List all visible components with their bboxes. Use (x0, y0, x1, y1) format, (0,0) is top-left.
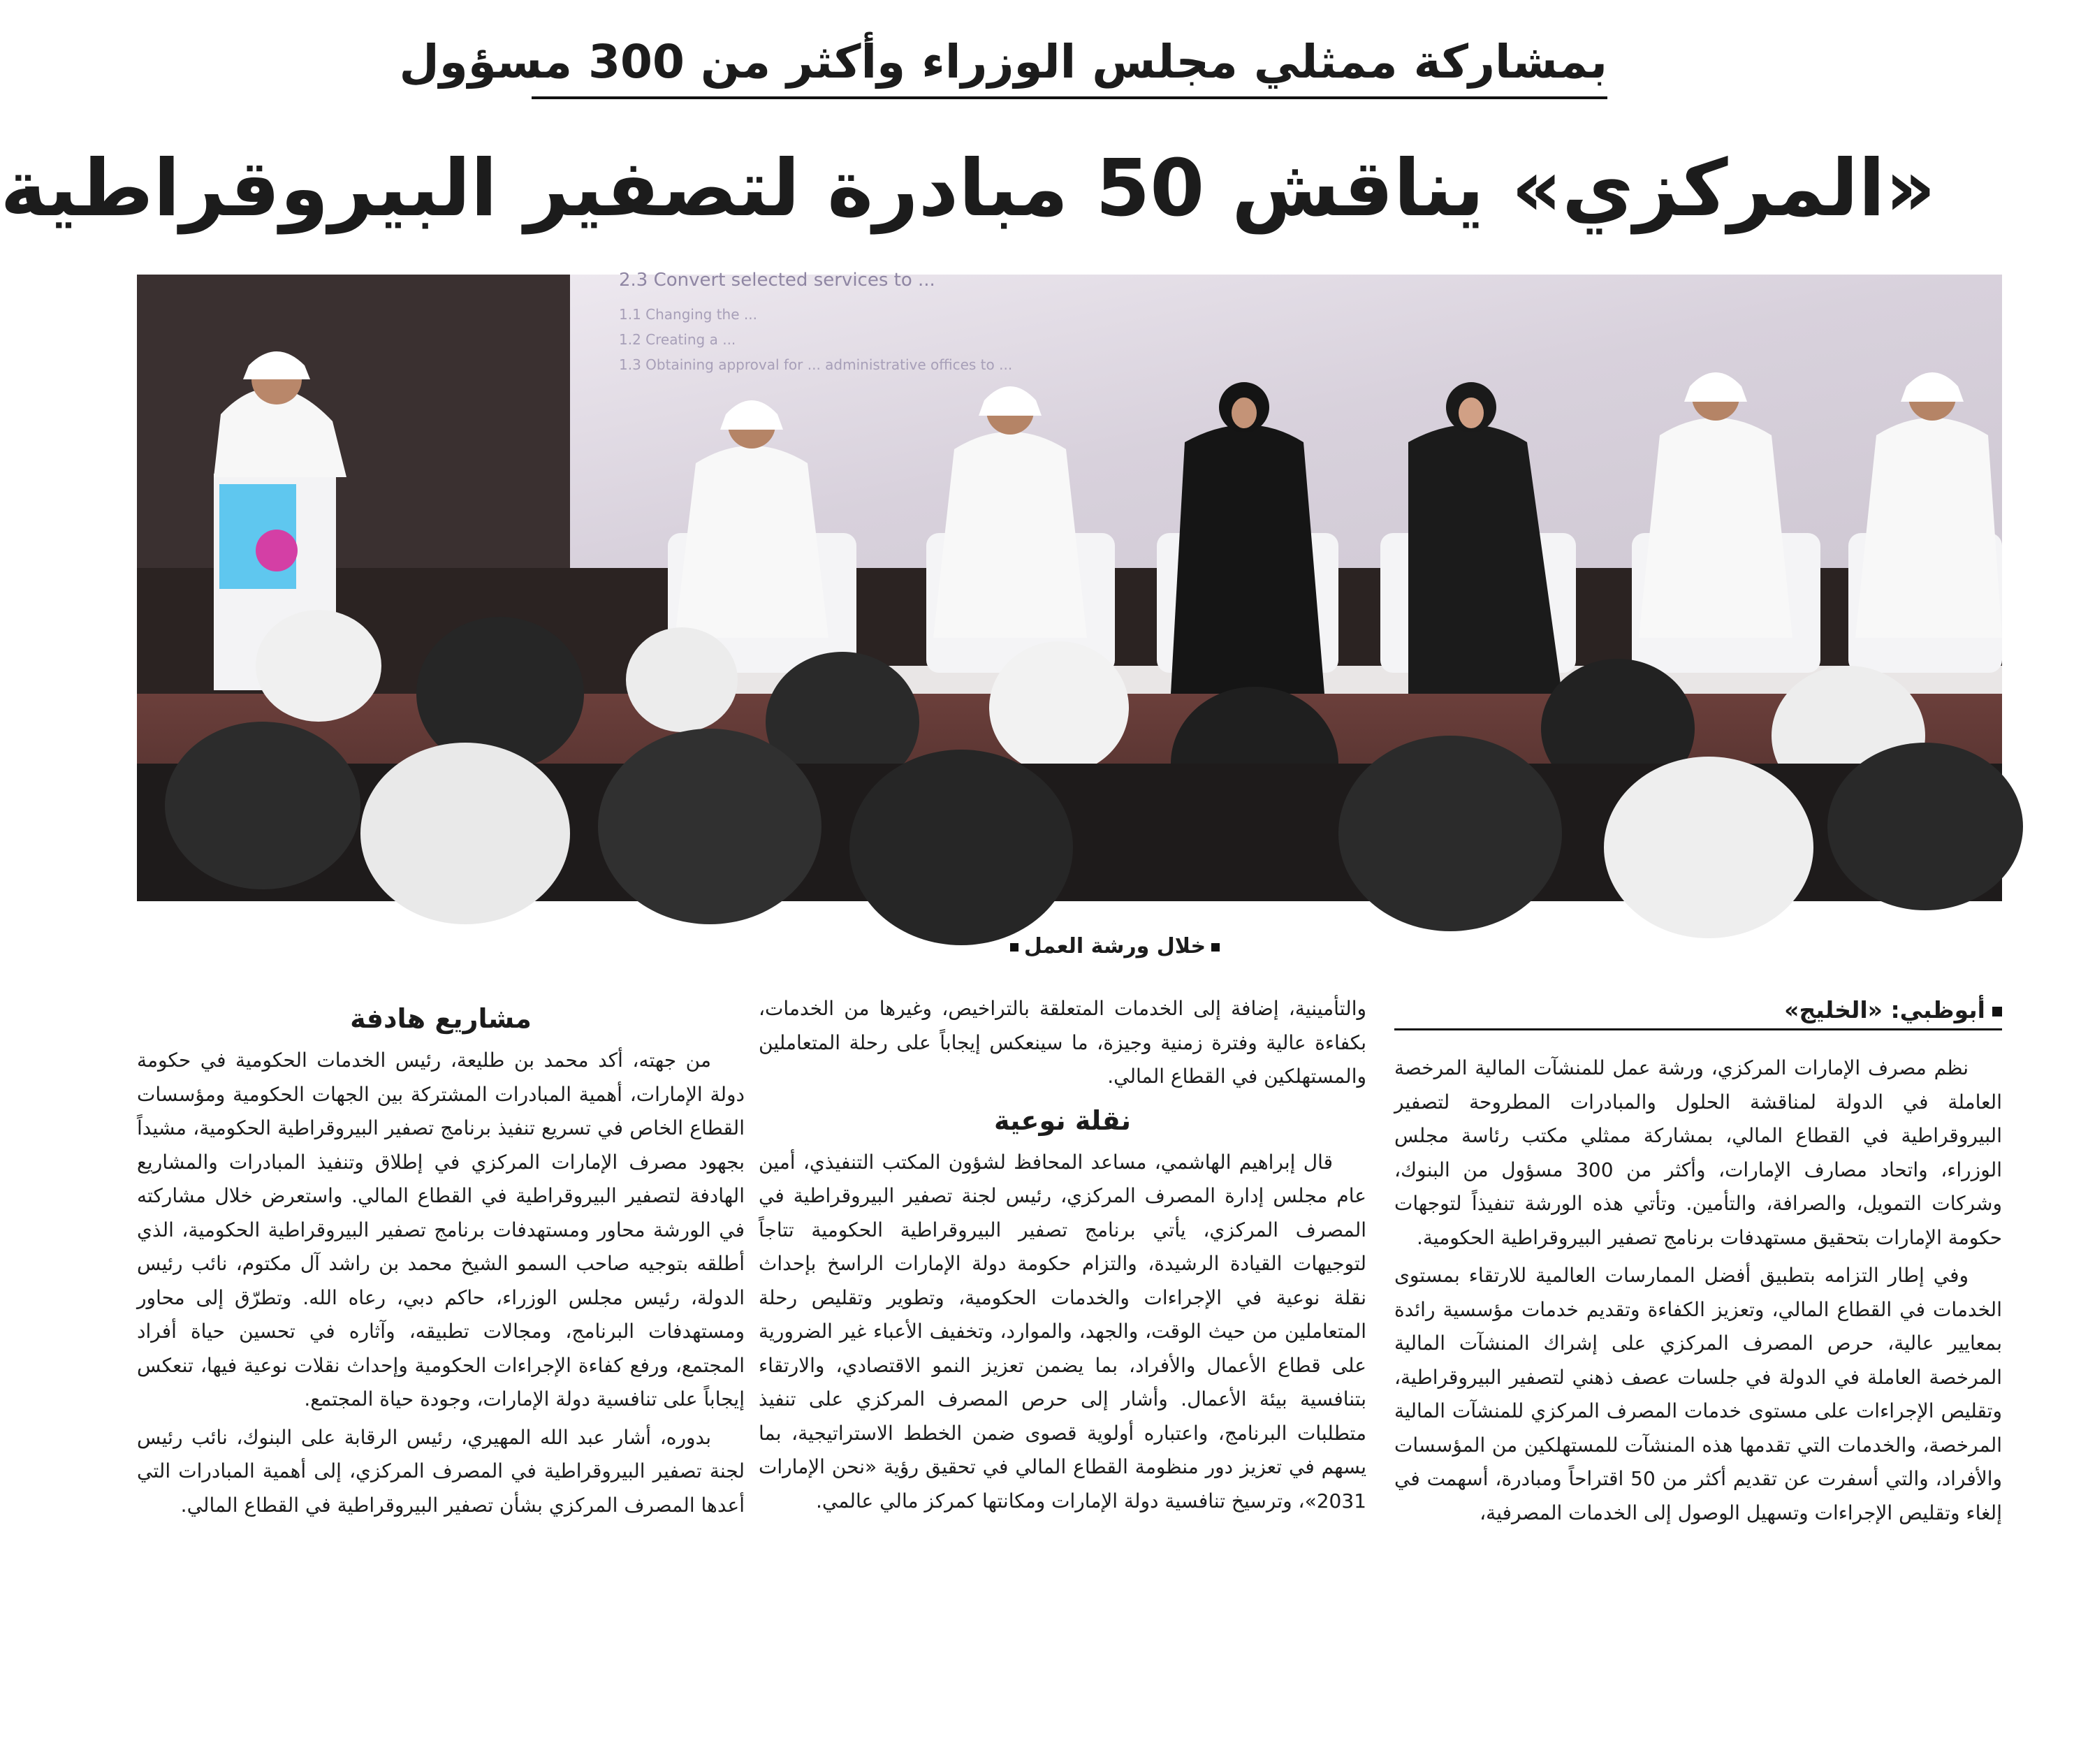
caption-text: خلال ورشة العمل (1023, 934, 1206, 958)
byline (1394, 992, 2002, 1030)
byline-marker-icon (1992, 1007, 2002, 1016)
caption-marker-icon (1010, 943, 1018, 952)
screen-heading: 2.3 Convert selected services to ... (619, 270, 935, 291)
photo-caption (993, 929, 1237, 964)
screen-line-2: 1.2 Creating a ... (619, 331, 736, 348)
paragraph: بدوره، أشار عبد الله المهيري، رئيس الرقابة على البنوك، نائب رئيس لجنة تصفير البيروقراطية في المصرف المركزي، إلى أهمية المبادرات التي أعدها المصرف المركزي بشأن تصفير البيروقراطية في القطاع المالي. (137, 1425, 745, 1517)
screen-line-1: 1.1 Changing the ... (619, 306, 757, 323)
column-middle (759, 992, 1366, 1754)
caption-marker-icon (1211, 943, 1220, 952)
paragraph: والتأمينية، إضافة إلى الخدمات المتعلقة بالتراخيص، وغيرها من الخدمات، بكفاءة عالية وفترة زمنية وجيزة، ما سينعكس إيجاباً على رحلة المتعاملين والمستهلكين في القطاع المالي. (759, 997, 1366, 1088)
article-photo (137, 270, 2002, 901)
subheading: مشاريع هادفة (350, 1003, 532, 1034)
paragraph: وفي إطار التزامه بتطبيق أفضل الممارسات العالمية للارتقاء بمستوى الخدمات في القطاع المالي، وتعزيز الكفاءة وتقديم خدمات مؤسسية رائدة بمعايير عالية، حرص المصرف المركزي على إشراك المنشآت المالية المرخصة العاملة في الدولة في جلسات عصف ذهني لتصفير البيروقراطية، وتقليص الإجراءات على مستوى خدمات المصرف المركزي للمنشآت المالية المرخصة، والخدمات التي تقدمها هذه المنشآت للمستهلكين من المؤسسات والأفراد، والتي أسفرت عن تقديم أكثر من 50 اقتراحاً ومبادرة، أسهمت في إلغاء وتقليص الإجراءات وتسهيل الوصول إلى الخدمات المصرفية، (1394, 1264, 2002, 1524)
paragraph: نظم مصرف الإمارات المركزي، ورشة عمل للمنشآت المالية المرخصة العاملة في الدولة لمناقشة الحلول والمبادرات المطروحة لتصفير البيروقراطية في القطاع المالي، بمشاركة ممثلي مكتب رئاسة مجلس الوزراء، واتحاد مصارف الإمارات، وأكثر من 300 مسؤول من البنوك، وشركات التمويل، والصرافة، والتأمين. وتأتي هذه الورشة تنفيذاً لتوجهات حكومة الإمارات بتحقيق مستهدفات برنامج تصفير البيروقراطية الحكومية. (1394, 1056, 2003, 1249)
byline-text: أبوظبي: «الخليج» (1784, 996, 1985, 1023)
screen-line-3: 1.3 Obtaining approval for ... administrative offices to ... (619, 356, 1013, 373)
column-left (137, 992, 745, 1754)
article-kicker: بمشاركة ممثلي مجلس الوزراء وأكثر من 300 مسؤول (532, 28, 1607, 99)
paragraph: من جهته، أكد محمد بن طليعة، رئيس الخدمات الحكومية في حكومة دولة الإمارات، أهمية المبادرات المشتركة بين الجهات الحكومية ومؤسسات القطاع الخاص في تسريع تنفيذ برنامج تصفير البيروقراطية الحكومية، مشيداً بجهود مصرف الإمارات المركزي في إطلاق وتنفيذ المبادرات والمشاريع الهادفة لتصفير البيروقراطية في القطاع المالي. واستعرض خلال مشاركته في الورشة محاور ومستهدفات برنامج تصفير البيروقراطية الحكومية، الذي أطلقه بتوجيه صاحب السمو الشيخ محمد بن راشد آل مكتوم، نائب رئيس الدولة، رئيس مجلس الوزراء، حاكم دبي، رعاه الله. وتطرّق إلى محاور ومستهدفات البرنامج، ومجالات تطبيقه، وآثاره في تحسين حياة أفراد المجتمع، ورفع كفاءة الإجراءات الحكومية وإحداث نقلات نوعية فيها، تنعكس إيجاباً على تنافسية دولة الإمارات، وجودة حياة المجتمع. (137, 1049, 745, 1411)
paragraph: قال إبراهيم الهاشمي، مساعد المحافظ لشؤون المكتب التنفيذي، أمين عام مجلس إدارة المصرف المركزي، رئيس لجنة تصفير البيروقراطية في المصرف المركزي، يأتي برنامج تصفير البيروقراطية الحكومية تتاجاً لتوجيهات القيادة الرشيدة، والتزام حكومة دولة الإمارات الراسخ بإحداث نقلة نوعية في الإجراءات والخدمات الحكومية، وتطوير وتقليص رحلة المتعاملين من حيث الوقت، والجهد، والموارد، وتخفيف الأعباء غير الضرورية على قطاع الأعمال والأفراد، بما يضمن تعزيز النمو الاقتصادي، والارتقاء بتنافسية بيئة الأعمال. وأشار إلى حرص المصرف المركزي على تنفيذ متطلبات البرنامج، واعتباره أولوية قصوى ضمن الخطط الاستراتيجية، بما يسهم في تعزيز دور منظومة القطاع المالي في تحقيق رؤية «نحن الإمارات 2031»، وترسيخ تنافسية دولة الإمارات ومكانتها كمركز مالي عالمي. (759, 1150, 1366, 1512)
article-headline: «المركزي» يناقش 50 مبادرة لتصفير البيروقراطية (0, 143, 1936, 234)
subheading: نقلة نوعية (993, 1105, 1131, 1136)
column-right (1394, 992, 2002, 1754)
